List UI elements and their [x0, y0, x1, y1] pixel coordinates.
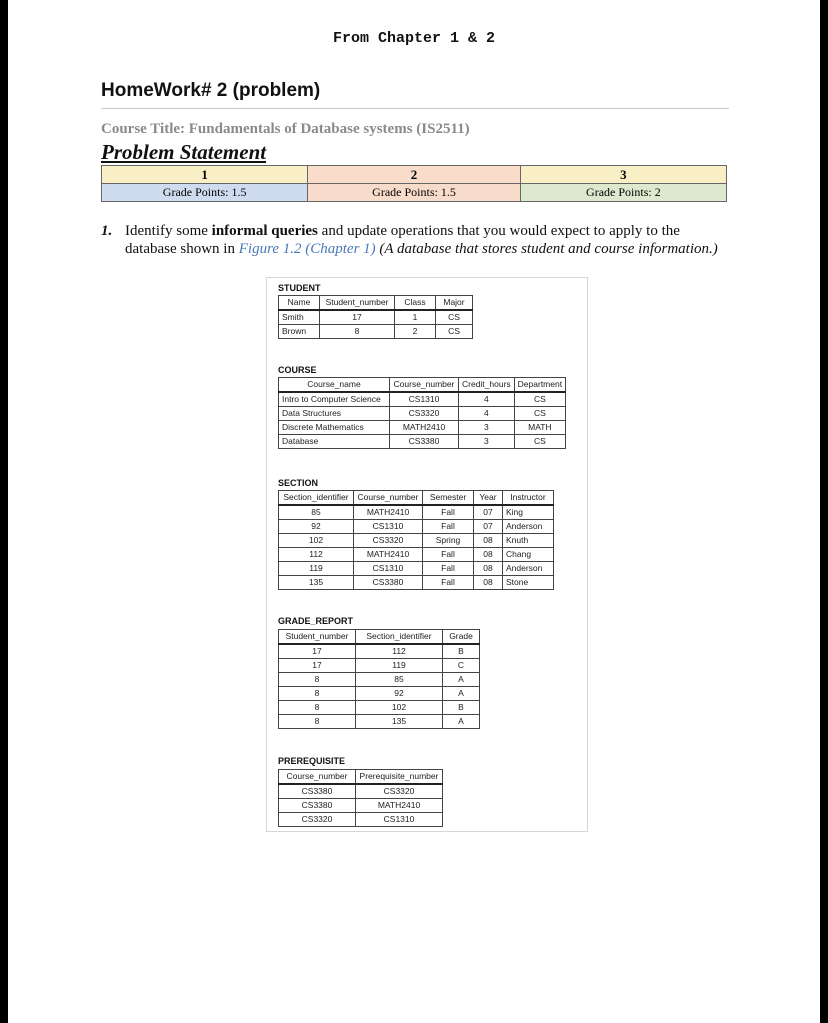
prerequisite-table	[278, 769, 443, 827]
course-table	[278, 377, 566, 449]
table-cell: 08	[474, 534, 503, 548]
table-cell: CS3320	[279, 813, 356, 827]
table-cell: Fall	[423, 505, 474, 520]
section-table	[278, 490, 554, 590]
table-row	[279, 644, 480, 659]
col-header: Prerequisite_number	[356, 770, 443, 785]
table-cell: Intro to Computer Science	[279, 392, 390, 407]
table-cell: 8	[320, 325, 395, 339]
table-cell: 85	[356, 673, 443, 687]
table-cell: A	[443, 673, 480, 687]
table-cell: B	[443, 644, 480, 659]
table-cell: MATH2410	[354, 548, 423, 562]
grade-report-table-label: GRADE_REPORT	[278, 616, 354, 626]
grade-col-number: 2	[308, 166, 521, 184]
page-header-title: From Chapter 1 & 2	[332, 30, 496, 47]
table-row	[279, 407, 566, 421]
table-row	[279, 520, 554, 534]
table-cell: 17	[279, 659, 356, 673]
table-cell: CS	[514, 392, 565, 407]
table-cell: 112	[279, 548, 354, 562]
table-cell: 8	[279, 715, 356, 729]
table-row	[279, 310, 473, 325]
table-cell: Fall	[423, 548, 474, 562]
table-cell: 08	[474, 548, 503, 562]
col-header: Course_number	[390, 378, 459, 393]
table-row	[279, 325, 473, 339]
grade-col-number: 3	[520, 166, 726, 184]
table-cell: CS	[436, 325, 473, 339]
table-cell: 102	[279, 534, 354, 548]
course-title: Course Title: Fundamentals of Database systems (IS2511)	[101, 121, 470, 137]
table-cell: 85	[279, 505, 354, 520]
grade-col-points: Grade Points: 1.5	[308, 184, 521, 202]
table-row	[279, 534, 554, 548]
table-cell: CS	[514, 407, 565, 421]
title-divider	[101, 108, 729, 109]
figure-reference-link[interactable]: Figure 1.2 (Chapter 1)	[238, 241, 376, 257]
table-row	[279, 562, 554, 576]
table-cell: Chang	[503, 548, 554, 562]
section-table-label: SECTION	[278, 478, 319, 488]
table-row	[279, 673, 480, 687]
col-header: Section_identifier	[279, 491, 354, 506]
col-header: Semester	[423, 491, 474, 506]
table-cell: Spring	[423, 534, 474, 548]
col-header: Student_number	[320, 296, 395, 311]
table-cell: CS3380	[390, 435, 459, 449]
table-cell: 4	[459, 407, 515, 421]
table-row	[279, 784, 443, 799]
course-table-label: COURSE	[278, 365, 317, 375]
table-row	[279, 687, 480, 701]
table-cell: 92	[279, 520, 354, 534]
table-cell: A	[443, 687, 480, 701]
col-header: Class	[395, 296, 436, 311]
student-table	[278, 295, 473, 339]
col-header: Section_identifier	[356, 630, 443, 645]
table-row	[279, 435, 566, 449]
table-cell: 07	[474, 505, 503, 520]
table-cell: CS3380	[279, 784, 356, 799]
table-cell: 8	[279, 673, 356, 687]
table-row	[279, 505, 554, 520]
table-cell: CS	[436, 310, 473, 325]
table-cell: Fall	[423, 576, 474, 590]
table-row	[279, 659, 480, 673]
table-cell: 135	[356, 715, 443, 729]
table-cell: King	[503, 505, 554, 520]
col-header: Credit_hours	[459, 378, 515, 393]
table-cell: 2	[395, 325, 436, 339]
table-cell: 07	[474, 520, 503, 534]
table-cell: CS3320	[390, 407, 459, 421]
table-row	[279, 392, 566, 407]
table-cell: MATH2410	[390, 421, 459, 435]
table-cell: 08	[474, 576, 503, 590]
table-row	[279, 576, 554, 590]
table-cell: 08	[474, 562, 503, 576]
prerequisite-table-label: PREREQUISITE	[278, 756, 346, 766]
table-cell: Knuth	[503, 534, 554, 548]
table-cell: 3	[459, 421, 515, 435]
table-cell: CS1310	[390, 392, 459, 407]
question-bold-term: informal queries	[211, 223, 318, 239]
homework-title: HomeWork# 2 (problem)	[101, 80, 321, 101]
table-cell: Data Structures	[279, 407, 390, 421]
table-cell: CS3320	[356, 784, 443, 799]
question-text-part: Identify some	[125, 223, 212, 239]
table-cell: 135	[279, 576, 354, 590]
col-header: Major	[436, 296, 473, 311]
table-cell: Anderson	[503, 562, 554, 576]
col-header: Course_number	[354, 491, 423, 506]
table-row	[279, 715, 480, 729]
table-row	[279, 813, 443, 827]
table-cell: MATH	[514, 421, 565, 435]
table-cell: B	[443, 701, 480, 715]
question-1	[101, 222, 731, 258]
grade-report-table	[278, 629, 480, 729]
table-cell: MATH2410	[354, 505, 423, 520]
col-header: Student_number	[279, 630, 356, 645]
table-cell: CS	[514, 435, 565, 449]
table-cell: 1	[395, 310, 436, 325]
table-cell: 92	[356, 687, 443, 701]
table-cell: Fall	[423, 520, 474, 534]
table-cell: 119	[356, 659, 443, 673]
table-cell: 8	[279, 701, 356, 715]
grade-col-points: Grade Points: 2	[520, 184, 726, 202]
table-cell: Fall	[423, 562, 474, 576]
table-row	[279, 799, 443, 813]
table-cell: CS3380	[354, 576, 423, 590]
table-cell: 102	[356, 701, 443, 715]
col-header: Grade	[443, 630, 480, 645]
table-cell: Smith	[279, 310, 320, 325]
table-cell: CS3380	[279, 799, 356, 813]
table-row	[279, 421, 566, 435]
question-paren-note: (A database that stores student and course information.)	[375, 241, 718, 257]
table-cell: 112	[356, 644, 443, 659]
table-cell: Database	[279, 435, 390, 449]
problem-statement-heading: Problem Statement	[101, 140, 267, 164]
question-text-part: and update operations that you would expect to apply to the database shown in	[125, 223, 680, 257]
database-figure	[266, 277, 588, 832]
col-header: Instructor	[503, 491, 554, 506]
table-cell: Discrete Mathematics	[279, 421, 390, 435]
col-header: Department	[514, 378, 565, 393]
col-header: Course_name	[279, 378, 390, 393]
table-row	[279, 548, 554, 562]
col-header: Course_number	[279, 770, 356, 785]
col-header: Year	[474, 491, 503, 506]
table-row	[279, 701, 480, 715]
table-cell: C	[443, 659, 480, 673]
question-number: 1.	[101, 223, 113, 239]
col-header: Name	[279, 296, 320, 311]
table-cell: CS1310	[356, 813, 443, 827]
document-page	[8, 0, 820, 1023]
table-cell: MATH2410	[356, 799, 443, 813]
table-cell: Anderson	[503, 520, 554, 534]
table-cell: 4	[459, 392, 515, 407]
grade-col-points: Grade Points: 1.5	[102, 184, 308, 202]
question-text	[125, 222, 731, 258]
grade-col-number: 1	[102, 166, 308, 184]
grade-points-table	[101, 165, 727, 202]
table-cell: CS3320	[354, 534, 423, 548]
table-cell: Stone	[503, 576, 554, 590]
table-cell: 3	[459, 435, 515, 449]
table-cell: CS1310	[354, 562, 423, 576]
student-table-label: STUDENT	[278, 283, 321, 293]
table-cell: A	[443, 715, 480, 729]
table-cell: 8	[279, 687, 356, 701]
table-cell: 17	[320, 310, 395, 325]
table-cell: Brown	[279, 325, 320, 339]
table-cell: CS1310	[354, 520, 423, 534]
table-cell: 119	[279, 562, 354, 576]
table-cell: 17	[279, 644, 356, 659]
